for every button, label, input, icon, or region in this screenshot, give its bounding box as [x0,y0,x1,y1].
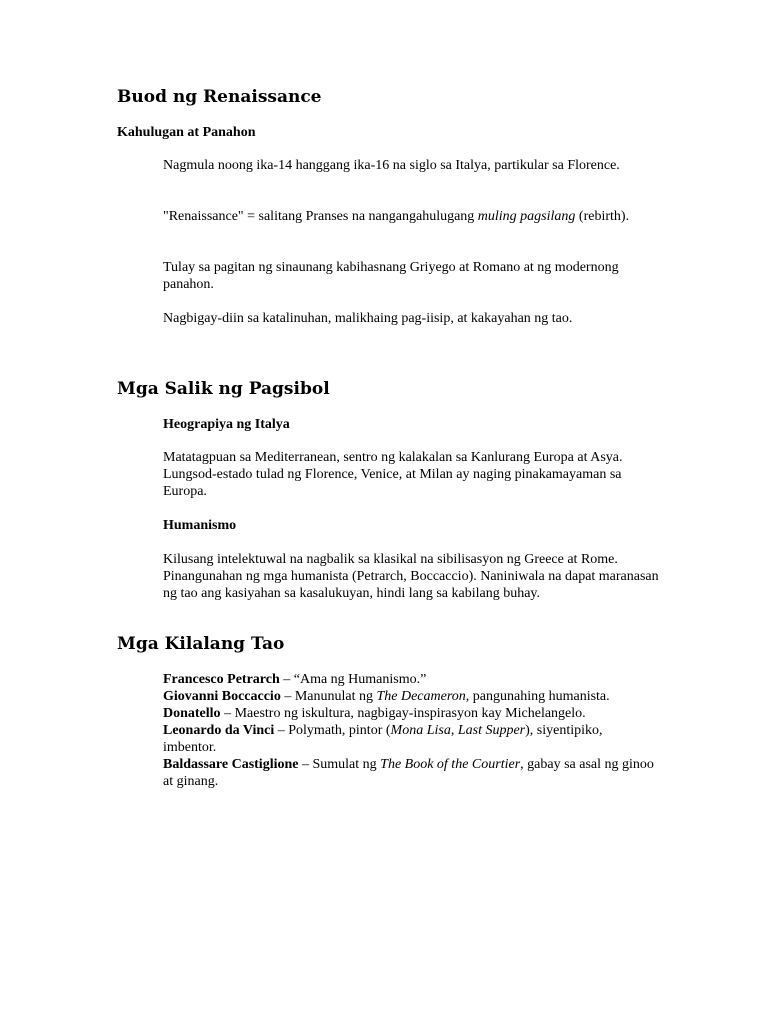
person-castiglione [163,756,658,790]
person-description: , gabay sa asal ng ginoo at ginang. [163,757,654,789]
person-name: Donatello [163,706,221,721]
subheading-kahulugan: Kahulugan at Panahon [117,125,256,140]
person-description: – Sumulat ng [298,757,381,772]
subheading-humanismo: Humanismo [163,518,237,533]
work-title: Mona Lisa [390,723,451,738]
person-description: – “Ama ng Humanismo.” [279,672,427,687]
person-name: Giovanni Boccaccio [163,689,281,704]
person-name: Leonardo da Vinci [163,723,275,738]
paragraph-definition [163,208,663,225]
paragraph-emphasis: Nagbigay-diin sa katalinuhan, malikhaing pag-iisip, at kakayahan ng tao. [163,311,573,326]
paragraph-bridge: Tulay sa pagitan ng sinaunang kabihasnang Griyego at Romano at ng modernong panahon. [163,260,619,292]
definition-italic-term: muling pagsilang [477,209,576,224]
person-petrarch [163,671,658,688]
paragraph-origin: Nagmula noong ika-14 hanggang ika-16 na siglo sa Italya, partikular sa Florence. [163,158,620,173]
work-title: The Decameron [376,689,466,704]
work-separator: , [450,723,458,738]
subheading-heograpiya: Heograpiya ng Italya [163,417,290,432]
person-da-vinci [163,722,658,756]
person-description: ), siyentipiko, imbentor. [163,723,603,755]
definition-rebirth: (rebirth). [575,209,630,224]
person-boccaccio [163,688,658,705]
work-title: The Book of the Courtier [380,757,521,772]
person-description: , pangunahing humanista. [465,689,610,704]
work-title: Last Supper [457,723,526,738]
person-description: – Polymath, pintor ( [274,723,391,738]
paragraph-humanism: Kilusang intelektuwal na nagbalik sa klasikal na sibilisasyon ng Greece at Rome. Pinangunahan ng mga humanista (Petrarch, Boccaccio). Naniniwala na dapat maranasan ng tao ang kasiyahan sa kasalukuyan, hindi lang sa kabilang buhay. [163,552,659,601]
section-heading-salik: Mga Salik ng Pagsibol [117,379,330,399]
person-name: Francesco Petrarch [163,672,280,687]
person-name: Baldassare Castiglione [163,757,299,772]
person-donatello [163,705,658,722]
people-list [163,671,658,790]
person-description: – Manunulat ng [280,689,377,704]
section-heading-buod: Buod ng Renaissance [117,87,322,107]
person-description: – Maestro ng iskultura, nagbigay-inspirasyon kay Michelangelo. [220,706,586,721]
section-heading-kilalang-tao: Mga Kilalang Tao [117,634,285,654]
paragraph-geography: Matatagpuan sa Mediterranean, sentro ng kalakalan sa Kanlurang Europa at Asya. Lungsod-estado tulad ng Florence, Venice, at Milan ay naging pinakamayaman sa Europa. [163,450,623,499]
definition-text: "Renaissance" = salitang Pranses na nangangahulugang [163,209,478,224]
